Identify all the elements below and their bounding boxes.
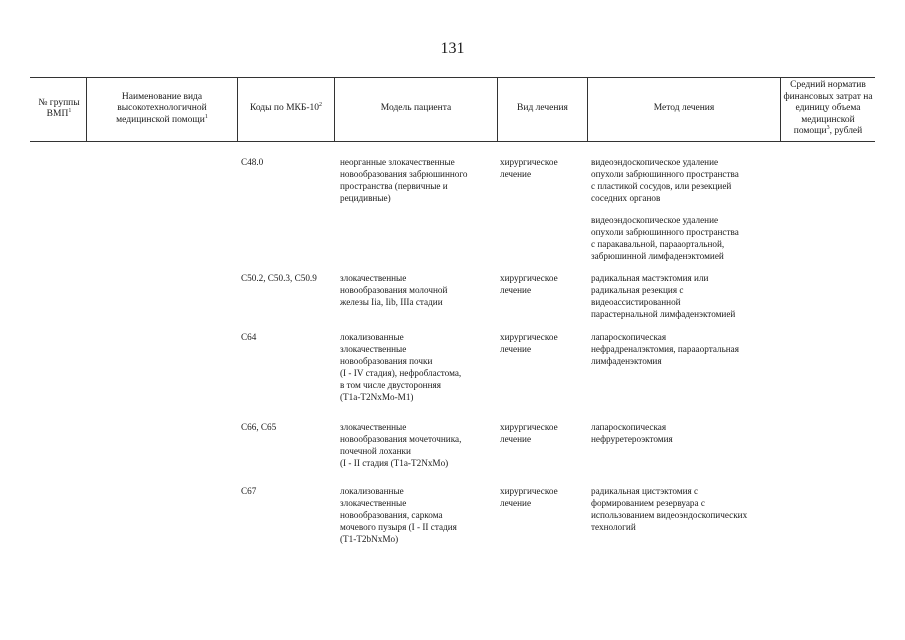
header-divider — [587, 77, 588, 141]
column-header-care-type: Наименование вида высокотехнологичной медицинской помощи$^1$ — [116, 91, 208, 125]
row-treatment-method: видеоэндоскопическое удаление опухоли забрюшинного пространства с паракавальной, парааортальной, забрюшинной лимфаденэктомией — [591, 215, 739, 261]
row-patient-model: злокачественные новообразования мочеточника, почечной лоханки (I - II стадия (T1a-T2NxMo) — [340, 422, 462, 468]
row-icd-code: C64 — [241, 332, 257, 342]
column-header-treatment-method: Метод лечения — [653, 103, 715, 114]
page-number: 131 — [440, 40, 465, 57]
row-treatment-type: хирургическое лечение — [500, 273, 558, 295]
row-treatment-type: хирургическое лечение — [500, 157, 558, 179]
row-treatment-type: хирургическое лечение — [500, 332, 558, 354]
column-header-patient-model: Модель пациента — [380, 103, 452, 114]
header-divider — [497, 77, 498, 141]
row-treatment-type: хирургическое лечение — [500, 422, 558, 444]
row-patient-model: локализованные злокачественные новообразования, саркома мочевого пузыря (I - II стадия (T1-T2bNxMo) — [340, 486, 457, 544]
row-treatment-method: видеоэндоскопическое удаление опухоли забрюшинного пространства с пластикой сосудов, или резекцией соседних органов — [591, 157, 739, 203]
row-icd-code: C48.0 — [241, 157, 264, 167]
row-icd-code: C50.2, C50.3, C50.9 — [241, 273, 317, 283]
header-divider — [237, 77, 238, 141]
row-treatment-type: хирургическое лечение — [500, 486, 558, 508]
header-divider — [780, 77, 781, 141]
row-treatment-method: радикальная цистэктомия с формированием резервуара с использованием видеоэндоскопических технологий — [591, 486, 748, 532]
column-header-treatment-type: Вид лечения — [517, 103, 568, 114]
row-treatment-method: лапароскопическая нефруретероэктомия — [591, 422, 673, 444]
row-icd-code: C66, C65 — [241, 422, 277, 432]
column-header-group-number: № группы ВМП$^1$ — [38, 97, 80, 119]
row-patient-model: локализованные злокачественные новообразования почки (I - IV стадия), нефробластома, в том числе двусторонняя (T1a-T2NxMo-M1) — [340, 332, 462, 402]
row-treatment-method: радикальная мастэктомия или радикальная резекция с видеоассистированной парастернальной лимфаденэктомией — [591, 273, 736, 319]
row-icd-code: C67 — [241, 486, 257, 496]
header-bottom-border — [30, 141, 875, 142]
row-treatment-method: лапароскопическая нефрадреналэктомия, парааортальная лимфаденэктомия — [591, 332, 739, 366]
header-divider — [86, 77, 87, 141]
row-patient-model: злокачественные новообразования молочной железы Iia, Iib, IIIa стадии — [340, 273, 448, 307]
column-header-cost-standard: Средний норматив финансовых затрат на единицу объема медицинской помощи$^3$, рублей — [783, 80, 873, 137]
row-patient-model: неорганные злокачественные новообразования забрюшинного пространства (первичные и рецидивные) — [340, 157, 468, 203]
column-header-icd-codes: Коды по МКБ-$10^2$ — [249, 102, 323, 114]
header-divider — [334, 77, 335, 141]
